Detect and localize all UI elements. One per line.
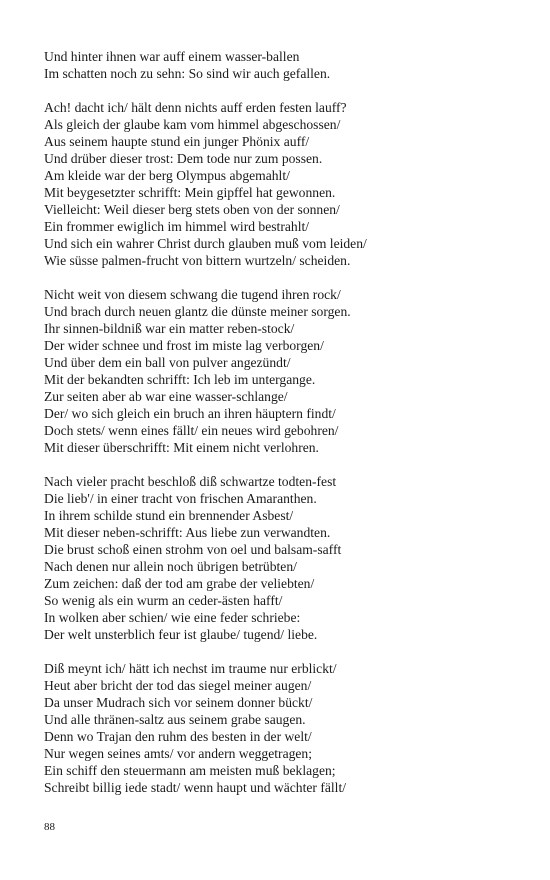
stanza <box>44 660 514 796</box>
page-number: 88 <box>44 821 55 833</box>
poem-line: Der/ wo sich gleich ein bruch an ihren häuptern findt/ <box>44 406 336 421</box>
poem-line: Und brach durch neuen glantz die dünste meiner sorgen. <box>44 304 351 319</box>
poem-line: Mit dieser neben-schrifft: Aus liebe zun verwandten. <box>44 525 331 540</box>
poem-line: Die lieb'/ in einer tracht von frischen Amaranthen. <box>44 491 317 506</box>
poem-line: Nach denen nur allein noch übrigen betrübten/ <box>44 559 297 574</box>
poem-line: Heut aber bricht der tod das siegel meiner augen/ <box>44 678 312 693</box>
poem-line: Und drüber dieser trost: Dem tode nur zum possen. <box>44 151 323 166</box>
stanza <box>44 48 514 82</box>
poem-line: Zum zeichen: daß der tod am grabe der veliebten/ <box>44 576 315 591</box>
poem-line: Der welt unsterblich feur ist glaube/ tugend/ liebe. <box>44 627 318 642</box>
poem-line: Und hinter ihnen war auff einem wasser-ballen <box>44 49 300 64</box>
poem-line: Nach vieler pracht beschloß diß schwartze todten-fest <box>44 474 337 489</box>
poem-line: Diß meynt ich/ hätt ich nechst im traume nur erblickt/ <box>44 661 337 676</box>
poem-line: Die brust schoß einen strohm von oel und balsam-safft <box>44 542 342 557</box>
poem-line: Nur wegen seines amts/ vor andern weggetragen; <box>44 746 313 761</box>
poem-line: Mit dieser überschrifft: Mit einem nicht verlohren. <box>44 440 319 455</box>
poem-line: Zur seiten aber ab war eine wasser-schlange/ <box>44 389 288 404</box>
stanza <box>44 99 514 269</box>
poem-line: Ach! dacht ich/ hält denn nichts auff erden festen lauff? <box>44 100 347 115</box>
poem-line: Der wider schnee und frost im miste lag verborgen/ <box>44 338 324 353</box>
poem-line: Ihr sinnen-bildniß war ein matter reben-stock/ <box>44 321 295 336</box>
poem-line: Doch stets/ wenn eines fällt/ ein neues wird gebohren/ <box>44 423 339 438</box>
poem-line: Schreibt billig iede stadt/ wenn haupt und wächter fällt/ <box>44 780 347 795</box>
poem-line: Da unser Mudrach sich vor seinem donner bückt/ <box>44 695 313 710</box>
poem-line: Im schatten noch zu sehn: So sind wir auch gefallen. <box>44 66 331 81</box>
poem-line: Nicht weit von diesem schwang die tugend ihren rock/ <box>44 287 341 302</box>
poem-line: Aus seinem haupte stund ein junger Phönix auff/ <box>44 134 310 149</box>
poem-body <box>44 48 514 813</box>
poem-line: Ein frommer ewiglich im himmel wird bestrahlt/ <box>44 219 310 234</box>
poem-line: Denn wo Trajan den ruhm des besten in der welt/ <box>44 729 312 744</box>
poem-line: In wolken aber schien/ wie eine feder schriebe: <box>44 610 301 625</box>
poem-line: Am kleide war der berg Olympus abgemahlt/ <box>44 168 290 183</box>
poem-line: So wenig als ein wurm an ceder-ästen hafft/ <box>44 593 283 608</box>
poem-line: Vielleicht: Weil dieser berg stets oben von der sonnen/ <box>44 202 340 217</box>
poem-line: Mit der bekandten schrifft: Ich leb im untergange. <box>44 372 316 387</box>
poem-line: Ein schiff den steuermann am meisten muß beklagen; <box>44 763 336 778</box>
stanza <box>44 286 514 456</box>
poem-line: In ihrem schilde stund ein brennender Asbest/ <box>44 508 294 523</box>
poem-line: Und über dem ein ball von pulver angezündt/ <box>44 355 291 370</box>
stanza <box>44 473 514 643</box>
poem-line: Wie süsse palmen-frucht von bittern wurtzeln/ scheiden. <box>44 253 351 268</box>
poem-line: Und alle thränen-saltz aus seinem grabe saugen. <box>44 712 306 727</box>
poem-line: Und sich ein wahrer Christ durch glauben muß vom leiden/ <box>44 236 367 251</box>
poem-line: Als gleich der glaube kam vom himmel abgeschossen/ <box>44 117 341 132</box>
poem-line: Mit beygesetzter schrifft: Mein gipffel hat gewonnen. <box>44 185 336 200</box>
